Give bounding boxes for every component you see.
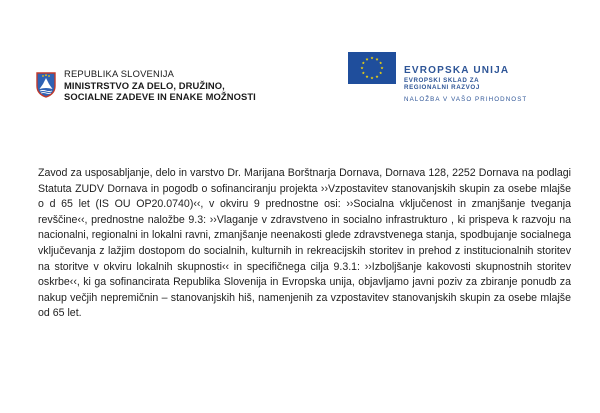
ministry-logo [36,68,256,103]
eu-fund-line2: REGIONALNI RAZVOJ [404,84,480,92]
eu-fund-logo [348,52,527,103]
announcement-paragraph: Zavod za usposabljanje, delo in varstvo Dr. Marijana Borštnarja Dornava, Dornava 128, 2252 Dornava na podlagi Statuta ZUDV Dornava in pogodb o sofinanciranju projekta ››Vzpostavitev stanovanjskih skupin za osebe mlajše o d 65 let (IS OU OP20.0740)‹‹, v okviru 9 prednostne osi: ››Socialna vključenost in zmanjšanje tveganja revščine‹‹, prednostne naložbe 9.3: ››Vlaganje v zdravstveno in socialno infrastrukturo , ki prispeva k razvoju na nacionalni, regionalni in lokalni ravni, zmanjšanje neenakosti glede zdravstvenega stanja, spodbujanje socialnega vključevanja z lažjim dostopom do socialnih, kulturnih in rekreacijskih storitev in prehod z institucionalnih storitev na storitve v okviru lokalnih skupnosti‹‹ in specifičnega cilja 9.3.1: ››Izboljšanje kakovosti skupnostnih storitev oskrbe‹‹, ki ga sofinancirata Republika Slovenija in Evropska unija, objavljamo javni poziv za zbiranje ponudb za nakup večjih nepremičnin – stanovanjskih hiš, namenjenih za vzpostavitev stanovanjskih skupin za osebe mlajše od 65 let. [38,167,571,320]
eu-title: EVROPSKA UNIJA [404,65,510,76]
slovenia-coat-of-arms-icon [36,72,56,98]
eu-motto: NALOŽBA V VAŠO PRIHODNOST [404,95,528,103]
ministry-name-line2: SOCIALNE ZADEVE IN ENAKE MOŽNOSTI [64,91,256,102]
eu-flag-icon [348,52,396,84]
eu-fund-line1: EVROPSKI SKLAD ZA [404,77,480,84]
ministry-name-line1: MINISTRSTVO ZA DELO, DRUŽINO, [64,79,225,91]
country-name: REPUBLIKA SLOVENIJA [64,68,175,79]
